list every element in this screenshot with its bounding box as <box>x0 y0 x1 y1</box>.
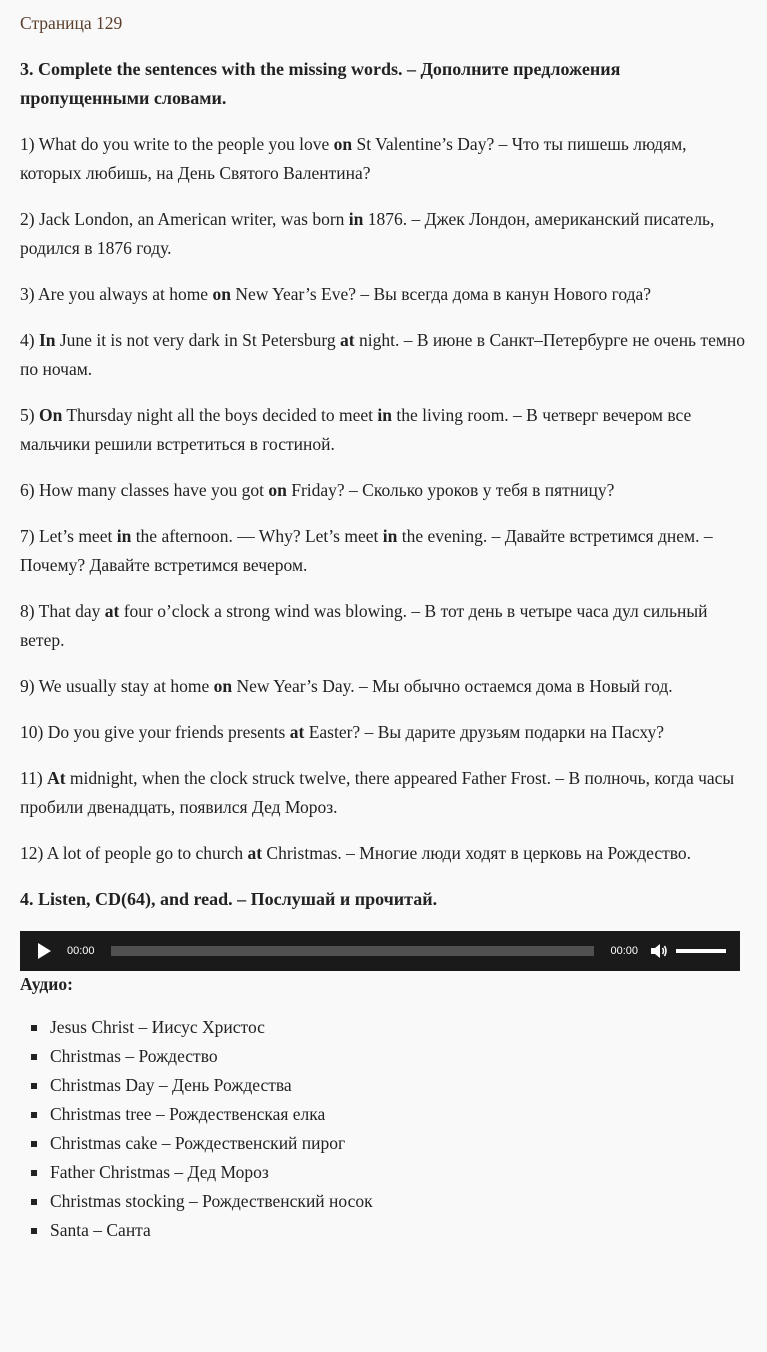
sentence-2 <box>20 205 747 263</box>
sentence-text: 4) <box>20 330 39 350</box>
sentence-text: 6) How many classes have you got <box>20 480 269 500</box>
sentence-text: 2) Jack London, an American writer, was born <box>20 209 349 229</box>
missing-word: at <box>289 722 305 742</box>
audio-label: Аудио: <box>20 974 73 994</box>
sentence-text: Christmas. – Многие люди ходят в церковь на Рождество. <box>262 843 692 863</box>
sentence-text: 12) A lot of people go to church <box>20 843 248 863</box>
vocab-list <box>20 1013 747 1245</box>
task4-heading: 4. Listen, CD(64), and read. – Послушай и прочитай. <box>20 889 438 909</box>
volume-slider[interactable] <box>676 949 726 953</box>
sentence-text: Easter? – Вы дарите друзьям подарки на Пасху? <box>304 722 664 742</box>
missing-word: at <box>340 330 355 350</box>
sentence-text: June it is not very dark in St Petersburg <box>55 330 341 350</box>
sentence-text: 8) That day <box>20 601 105 621</box>
vocab-item: Christmas Day – День Рождества <box>31 1071 747 1100</box>
vocab-item: Santa – Санта <box>31 1216 747 1245</box>
missing-word: in <box>348 209 364 229</box>
sentence-text: St Valentine’s Day? – Что ты пишешь людям, которых любишь, на День Святого Валентина? <box>20 134 687 183</box>
sentence-text: 10) Do you give your friends presents <box>20 722 290 742</box>
play-icon[interactable] <box>38 943 51 959</box>
sentence-text: midnight, when the clock struck twelve, there appeared Father Frost. – В полночь, когда часы пробили двенадцать, появился Дед Мороз. <box>20 768 735 817</box>
missing-word: In <box>38 330 56 350</box>
vocab-item: Jesus Christ – Иисус Христос <box>31 1013 747 1042</box>
progress-bar[interactable] <box>111 946 595 956</box>
sentence-text: Thursday night all the boys decided to meet <box>62 405 378 425</box>
sentence-text: the evening. – Давайте встретимся днем. – Почему? Давайте встретимся вечером. <box>20 526 713 575</box>
sentence-text: 1876. – Джек Лондон, американский писатель, родился в 1876 году. <box>20 209 715 258</box>
sentence-text: 9) We usually stay at home <box>20 676 214 696</box>
sentence-4 <box>20 326 747 384</box>
vocab-item: Christmas – Рождество <box>31 1042 747 1071</box>
duration-time: 00:00 <box>610 945 638 957</box>
vocab-item: Christmas stocking – Рождественский носок <box>31 1187 747 1216</box>
missing-word: At <box>47 768 66 788</box>
sentence-text: 1) What do you write to the people you love <box>20 134 334 154</box>
sentence-text: the afternoon. — Why? Let’s meet <box>131 526 383 546</box>
sentence-3 <box>20 280 747 309</box>
sentence-text: 7) Let’s meet <box>20 526 117 546</box>
sentence-text: night. – В июне в Санкт–Петербурге не очень темно по ночам. <box>20 330 746 379</box>
sentence-5 <box>20 401 747 459</box>
sentence-6 <box>20 476 747 505</box>
vocab-item: Father Christmas – Дед Мороз <box>31 1158 747 1187</box>
sentence-text: the living room. – В четверг вечером все мальчики решили встретиться в гостиной. <box>20 405 692 454</box>
sentence-text: 11) <box>20 768 48 788</box>
sentence-1 <box>20 130 747 188</box>
missing-word: on <box>268 480 287 500</box>
sentence-8 <box>20 597 747 655</box>
sentence-text: 3) Are you always at home <box>20 284 213 304</box>
missing-word: in <box>382 526 398 546</box>
page-number-label: Страница 129 <box>20 13 123 33</box>
missing-word: in <box>116 526 132 546</box>
sentence-text: New Year’s Eve? – Вы всегда дома в канун Нового года? <box>230 284 652 304</box>
task3-heading: 3. Complete the sentences with the missing words. – Дополните предложения пропущенными словами. <box>20 59 621 108</box>
sentence-text: four o’clock a strong wind was blowing. – В тот день в четыре часа дул сильный ветер. <box>20 601 708 650</box>
sentence-10 <box>20 718 747 747</box>
speaker-icon[interactable] <box>650 942 668 960</box>
sentence-9 <box>20 672 747 701</box>
sentences-list <box>20 130 747 868</box>
sentence-text: 5) <box>20 405 39 425</box>
missing-word: in <box>377 405 393 425</box>
sentence-text: Friday? – Сколько уроков у тебя в пятницу? <box>286 480 615 500</box>
sentence-12 <box>20 839 747 868</box>
missing-word: at <box>104 601 120 621</box>
vocab-item: Christmas cake – Рождественский пирог <box>31 1129 747 1158</box>
missing-word: on <box>212 284 231 304</box>
vocab-item: Christmas tree – Рождественская елка <box>31 1100 747 1129</box>
current-time: 00:00 <box>67 945 95 957</box>
missing-word: at <box>247 843 263 863</box>
sentence-text: New Year’s Day. – Мы обычно остаемся дома в Новый год. <box>232 676 673 696</box>
audio-player <box>20 931 740 971</box>
missing-word: on <box>213 676 233 696</box>
missing-word: On <box>38 405 63 425</box>
sentence-11 <box>20 764 747 822</box>
missing-word: on <box>333 134 353 154</box>
sentence-7 <box>20 522 747 580</box>
